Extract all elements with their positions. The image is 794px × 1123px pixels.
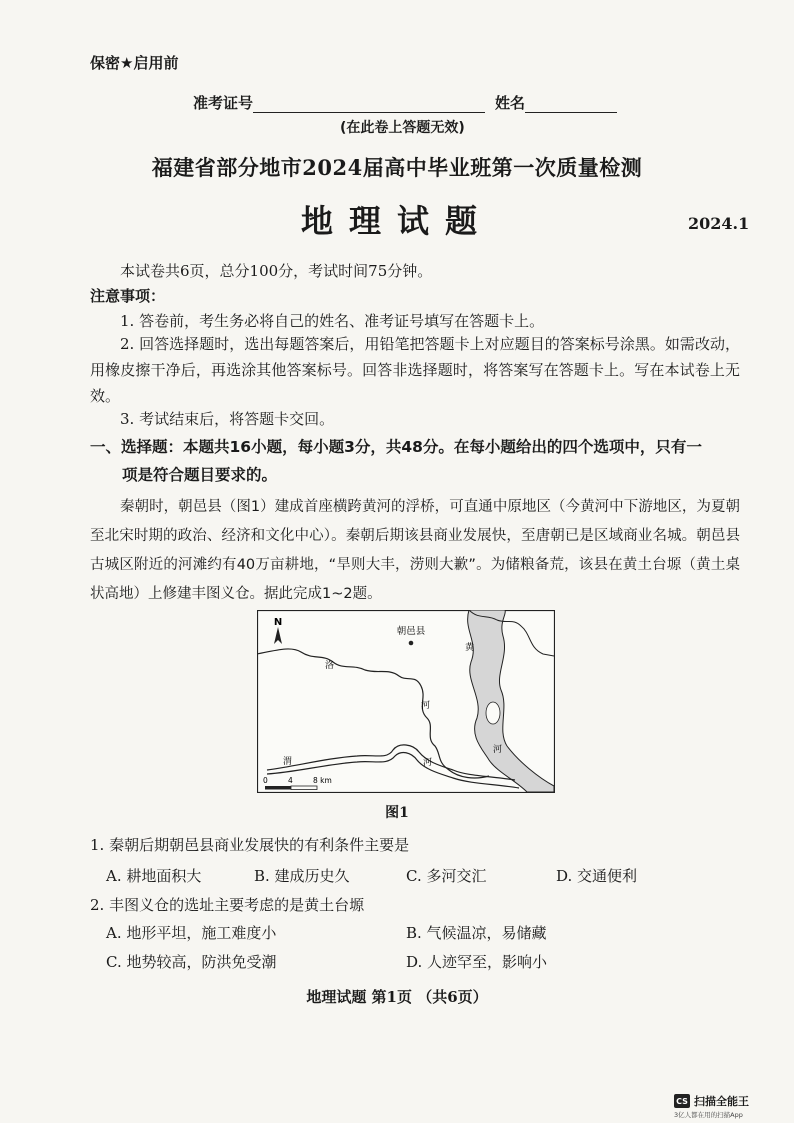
scale-label: 4 bbox=[288, 776, 293, 785]
question-1-stem: 1. 秦朝后期朝邑县商业发展快的有利条件主要是 bbox=[90, 836, 410, 854]
city-marker-icon bbox=[409, 641, 414, 646]
exam-title: 福建省部分地市2024届高中毕业班第一次质量检测 bbox=[151, 155, 643, 180]
river-label: 黄 bbox=[465, 643, 475, 653]
exam-date: 2024.1 bbox=[688, 214, 750, 233]
river-island bbox=[486, 702, 500, 724]
figure-caption: 图1 bbox=[385, 805, 409, 821]
question-2-stem: 2. 丰图义仓的选址主要考虑的是黄土台塬 bbox=[90, 896, 365, 914]
scanner-tagline: 3亿人都在用的扫描App bbox=[674, 1111, 743, 1119]
name-blank bbox=[525, 98, 617, 113]
river-label: 河 bbox=[423, 758, 433, 768]
notes-heading: 注意事项： bbox=[90, 287, 166, 305]
passage-text: 秦朝时，朝邑县（图1）建成首座横跨黄河的浮桥，可直通中原地区（今黄河中下游地区，为夏朝至北宋时期的政治、经济和文化中心）。秦朝后期该县商业发展快，至唐朝已是区域商业名城。朝邑县古城区附近的河滩约有40万亩耕地，“旱则大丰，涝则大歉”。为储粮备荒，该县在黄土台塬（黄土桌状高地）上修建丰图义仓。据此完成1~2题。 bbox=[90, 499, 740, 602]
confidential-label: 保密★启用前 bbox=[90, 54, 179, 72]
section-heading-cont: 项是符合题目要求的。 bbox=[122, 466, 278, 484]
id-blank bbox=[253, 98, 485, 113]
scanner-logo-icon: CS bbox=[674, 1094, 690, 1108]
scale-label: 0 bbox=[263, 776, 268, 785]
option-1b: B. 建成历史久 bbox=[254, 867, 350, 885]
option-2a: A. 地形平坦，施工难度小 bbox=[106, 924, 277, 942]
river-label: 洛 bbox=[325, 661, 335, 671]
note-item: 3. 考试结束后，将答题卡交回。 bbox=[120, 410, 335, 428]
option-1c: C. 多河交汇 bbox=[406, 867, 487, 885]
option-2d: D. 人迹罕至，影响小 bbox=[406, 953, 548, 971]
page-footer: 地理试题 第1页 （共6页） bbox=[306, 988, 488, 1006]
city-label: 朝邑县 bbox=[396, 626, 426, 637]
option-2c: C. 地势较高，防洪免受潮 bbox=[106, 953, 277, 971]
subject-title: 地理试题 bbox=[300, 202, 493, 240]
scanner-watermark bbox=[674, 1093, 749, 1109]
river-label: 河 bbox=[421, 701, 431, 711]
scale-label: 8 km bbox=[313, 776, 332, 785]
river-label: 河 bbox=[493, 745, 503, 755]
note-item: 2. 回答选择题时，选出每题答案后，用铅笔把答题卡上对应题目的答案标号涂黑。如需改动，用橡皮擦干净后，再选涂其他答案标号。回答非选择题时，将答案写在答题卡上。写在本试卷上无效。 bbox=[90, 335, 740, 405]
section-heading: 一、选择题：本题共16小题，每小题3分，共48分。在每小题给出的四个选项中，只有一 bbox=[90, 438, 702, 456]
option-1a: A. 耕地面积大 bbox=[106, 867, 202, 885]
figure-1-map bbox=[257, 610, 555, 793]
scanner-name: 扫描全能王 bbox=[694, 1095, 749, 1108]
intro-text: 本试卷共6页，总分100分，考试时间75分钟。 bbox=[120, 262, 433, 280]
north-label: N bbox=[273, 617, 283, 628]
name-label: 姓名 bbox=[495, 94, 526, 112]
id-label: 准考证号 bbox=[193, 94, 254, 112]
option-2b: B. 气候温凉，易储藏 bbox=[406, 924, 547, 942]
no-answer-note: (在此卷上答题无效) bbox=[340, 120, 465, 136]
candidate-info-line bbox=[193, 92, 617, 113]
note-item: 1. 答卷前，考生务必将自己的姓名、准考证号填写在答题卡上。 bbox=[120, 312, 545, 330]
river-label: 渭 bbox=[283, 757, 293, 767]
option-1d: D. 交通便利 bbox=[556, 867, 638, 885]
